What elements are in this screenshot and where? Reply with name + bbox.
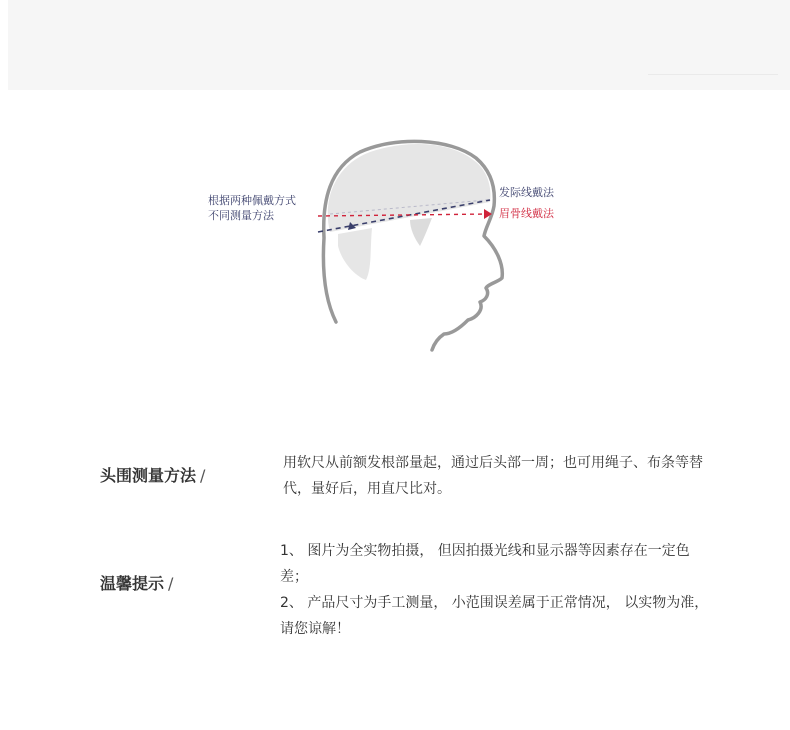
ear-shadow — [410, 218, 432, 246]
notice-item-1: 1、 图片为全实物拍摄， 但因拍摄光线和显示器等因素存在一定色差； — [280, 543, 690, 585]
hairline-label: 发际线戴法 — [499, 186, 554, 199]
notice-title: 温馨提示 / — [100, 574, 174, 593]
measure-method-text: 用软尺从前额发根部量起，通过后头部一周；也可用绳子、布条等替代，量好后，用直尺比对。 — [283, 455, 703, 497]
brow-label: 眉骨线戴法 — [499, 207, 554, 220]
diagram-left-label: 根据两种佩戴方式 不同测量方法 — [208, 194, 296, 222]
notice-text — [280, 538, 710, 642]
hair-patch — [338, 228, 372, 280]
notice-item-2: 2、 产品尺寸为手工测量， 小范围误差属于正常情况， 以实物为准，请您谅解！ — [280, 595, 709, 637]
measure-method-title: 头围测量方法 / — [100, 466, 206, 485]
